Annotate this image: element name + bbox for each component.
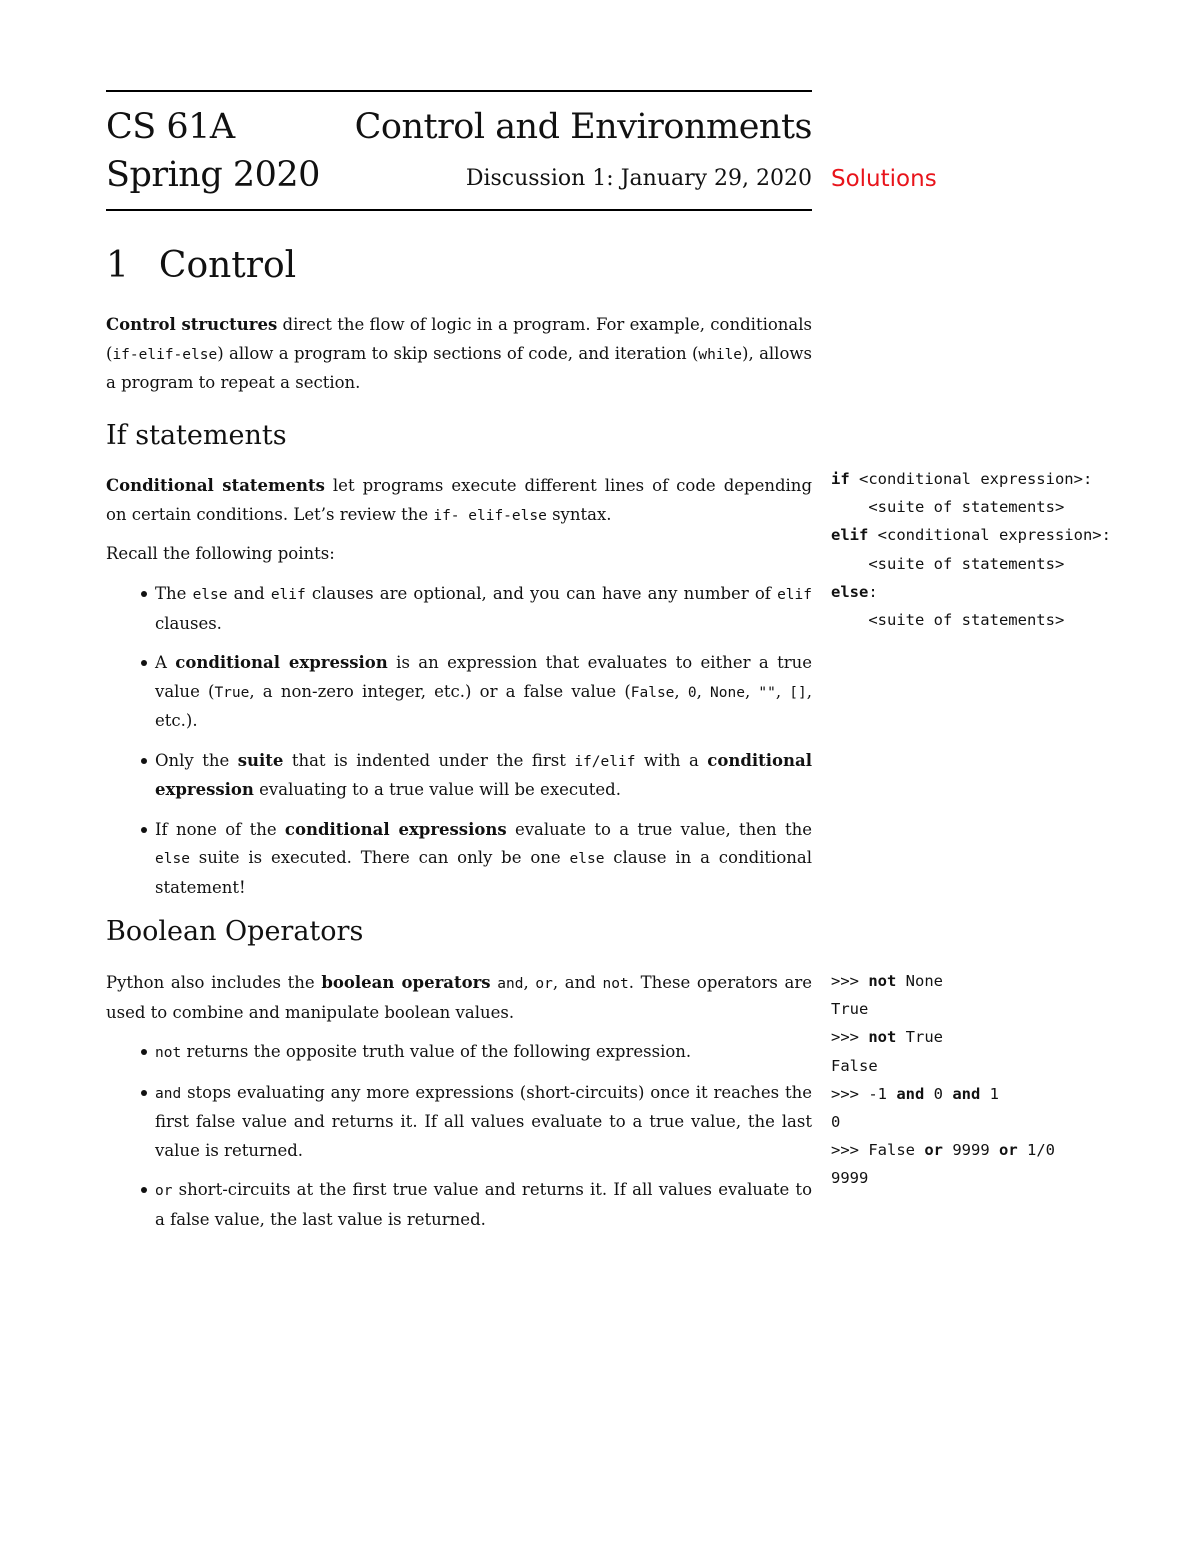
intro-paragraph: Control structures direct the flow of logic in a program. For example, conditionals (if-elif-else) allow a program to skip sections of code, and iteration (while), allows a program to repeat a section.	[106, 315, 812, 392]
if-statements-heading: If statements	[106, 420, 287, 451]
list-item: If none of the conditional expressions evaluate to a true value, then the else suite is executed. There can only be one else clause in a conditional statement!	[106, 816, 812, 903]
bullet-icon	[141, 1049, 147, 1055]
solutions-label: Solutions	[831, 166, 937, 192]
bullet-icon	[141, 660, 147, 666]
discussion-date: Discussion 1: January 29, 2020	[465, 166, 812, 191]
section-title	[106, 245, 297, 286]
term: Spring 2020	[106, 155, 320, 195]
header-top-rule	[106, 90, 812, 92]
boolean-operators-heading: Boolean Operators	[106, 916, 364, 947]
list-item: and stops evaluating any more expressions (short-circuits) once it reaches the first false value and returns it. If all values evaluate to a true value, the last value is returned.	[106, 1079, 812, 1166]
section-number: 1	[106, 245, 129, 286]
bullet-icon	[141, 758, 147, 764]
list-item: not returns the opposite truth value of the following expression.	[106, 1038, 812, 1068]
if-syntax-code: if <conditional expression>: <suite of statements> elif <conditional expression>: <suite of statements> else: <suite of statements>	[831, 470, 1111, 630]
list-item: Only the suite that is indented under the first if/elif with a conditional expression evaluating to a true value will be executed.	[106, 747, 812, 805]
header-bottom-rule	[106, 209, 812, 211]
intro-term: Control structures	[106, 315, 278, 334]
if-points-list	[106, 580, 812, 913]
bullet-icon	[141, 1187, 147, 1193]
section-name: Control	[158, 245, 297, 286]
document-title: Control and Environments	[354, 107, 812, 147]
list-item: A conditional expression is an expression that evaluates to either a true value (True, a non-zero integer, etc.) or a false value (False, 0, None, "", [], etc.).	[106, 649, 812, 736]
if-statements-paragraph: Conditional statements let programs execute different lines of code depending on certain conditions. Let’s review the if- elif-else syntax.	[106, 476, 813, 524]
course-name: CS 61A	[106, 107, 235, 147]
list-item: or short-circuits at the first true value and returns it. If all values evaluate to a false value, the last value is returned.	[106, 1176, 812, 1234]
bullet-icon	[141, 591, 147, 597]
boolean-examples-code: >>> not None True >>> not True False >>> -1 and 0 and 1 0 >>> False or 9999 or 1/0 9999	[831, 972, 1055, 1188]
bullet-icon	[141, 827, 147, 833]
boolean-points-list	[106, 1038, 812, 1245]
list-item: The else and elif clauses are optional, and you can have any number of elif clauses.	[106, 580, 812, 638]
boolean-paragraph: Python also includes the boolean operators and, or, and not. These operators are used to combine and manipulate boolean values.	[106, 973, 813, 1022]
recall-text: Recall the following points:	[106, 544, 335, 563]
bullet-icon	[141, 1090, 147, 1096]
